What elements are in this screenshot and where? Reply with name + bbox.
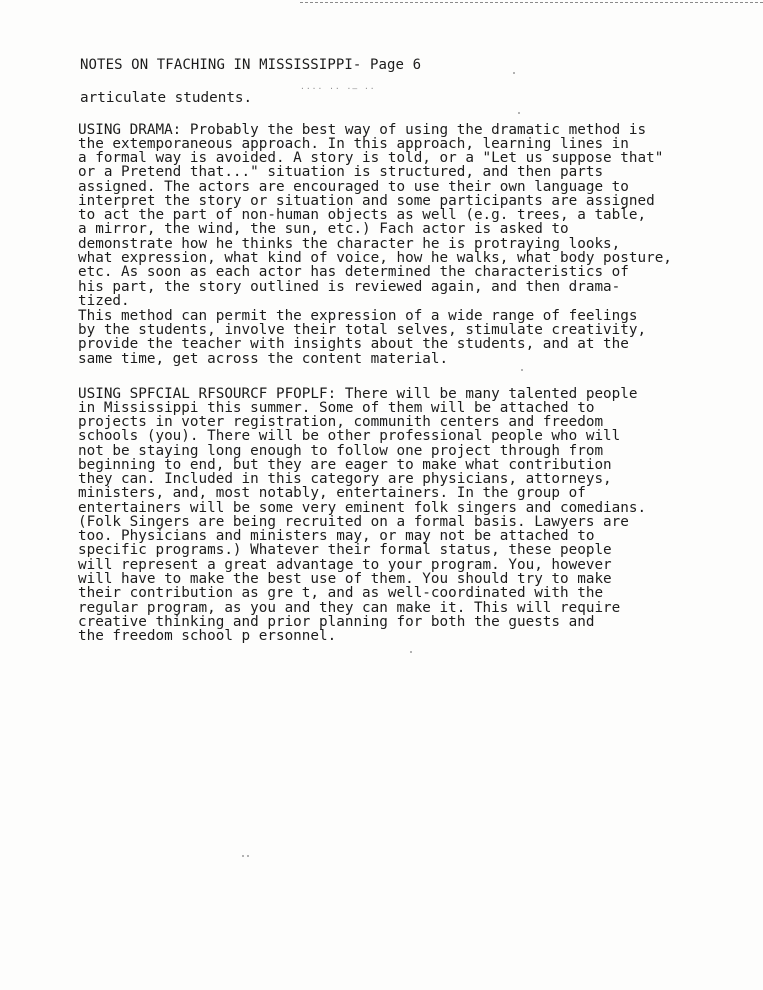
body-line: schools (you). There will be other professional people who will <box>78 428 621 444</box>
body-line: regular program, as you and they can make it. This will require <box>78 600 621 616</box>
body-line: not be staying long enough to follow one project through from <box>78 443 604 459</box>
body-line: they can. Included in this category are physicians, attorneys, <box>78 471 612 487</box>
body-line: beginning to end, but they are eager to make what contribution <box>78 457 612 473</box>
body-line: by the students, involve their total selves, stimulate creativity, <box>78 322 647 338</box>
body-line: specific programs.) Whatever their formal status, these people <box>78 542 612 558</box>
body-line: what expression, what kind of voice, how he walks, what body posture, <box>78 250 672 266</box>
body-line: assigned. The actors are encouraged to use their own language to <box>78 179 629 195</box>
body-line: This method can permit the expression of a wide range of feelings <box>78 308 638 324</box>
body-line: their contribution as gre t, and as well-coordinated with the <box>78 585 604 601</box>
scan-smudge: ···· ·· ·— ·· <box>300 84 376 93</box>
body-line: too. Physicians and ministers may, or may not be attached to <box>78 528 595 544</box>
body-line: in Mississippi this summer. Some of them will be attached to <box>78 400 595 416</box>
body-line: will represent a great advantage to your program. You, however <box>78 557 612 573</box>
body-line: will have to make the best use of them. You should try to make <box>78 571 612 587</box>
body-line: ministers, and, most notably, entertainers. In the group of <box>78 485 586 501</box>
body-line: or a Pretend that..." situation is structured, and then parts <box>78 164 604 180</box>
body-line: same time, get across the content material. <box>78 351 449 367</box>
scan-speck <box>410 651 412 653</box>
scan-speck <box>513 72 515 74</box>
body-line: creative thinking and prior planning for both the guests and <box>78 614 595 630</box>
body-line: demonstrate how he thinks the character he is protraying looks, <box>78 236 621 252</box>
body-line: (Folk Singers are being recruited on a formal basis. Lawyers are <box>78 514 629 530</box>
scan-speck <box>521 369 523 371</box>
body-line: articulate students. <box>80 90 253 106</box>
section-heading-drama: USING DRAMA: Probably the best way of using the dramatic method is <box>78 122 647 138</box>
body-line: to act the part of non-human objects as well (e.g. trees, a table, <box>78 207 647 223</box>
page-header: NOTES ON TFACHING IN MISSISSIPPI- Page 6 <box>80 57 422 73</box>
body-line: projects in voter registration, communith centers and freedom <box>78 414 604 430</box>
body-line: entertainers will be some very eminent folk singers and comedians. <box>78 500 647 516</box>
body-line: a formal way is avoided. A story is told, or a "Let us suppose that" <box>78 150 664 166</box>
scan-speck <box>242 855 244 857</box>
body-line: interpret the story or situation and some participants are assigned <box>78 193 655 209</box>
scan-speck <box>518 112 520 114</box>
body-line: a mirror, the wind, the sun, etc.) Fach actor is asked to <box>78 221 569 237</box>
body-line: provide the teacher with insights about the students, and at the <box>78 336 629 352</box>
body-line: tized. <box>78 293 130 309</box>
body-line: the extemporaneous approach. In this approach, learning lines in <box>78 136 629 152</box>
body-line: etc. As soon as each actor has determined the characteristics of <box>78 264 629 280</box>
scan-speck <box>247 855 249 857</box>
body-line: the freedom school p ersonnel. <box>78 628 337 644</box>
top-edge-rule <box>300 2 763 3</box>
section-heading-resource-people: USING SPFCIAL RFSOURCF PFOPLF: There will be many talented people <box>78 386 638 402</box>
body-line: his part, the story outlined is reviewed again, and then drama- <box>78 279 621 295</box>
